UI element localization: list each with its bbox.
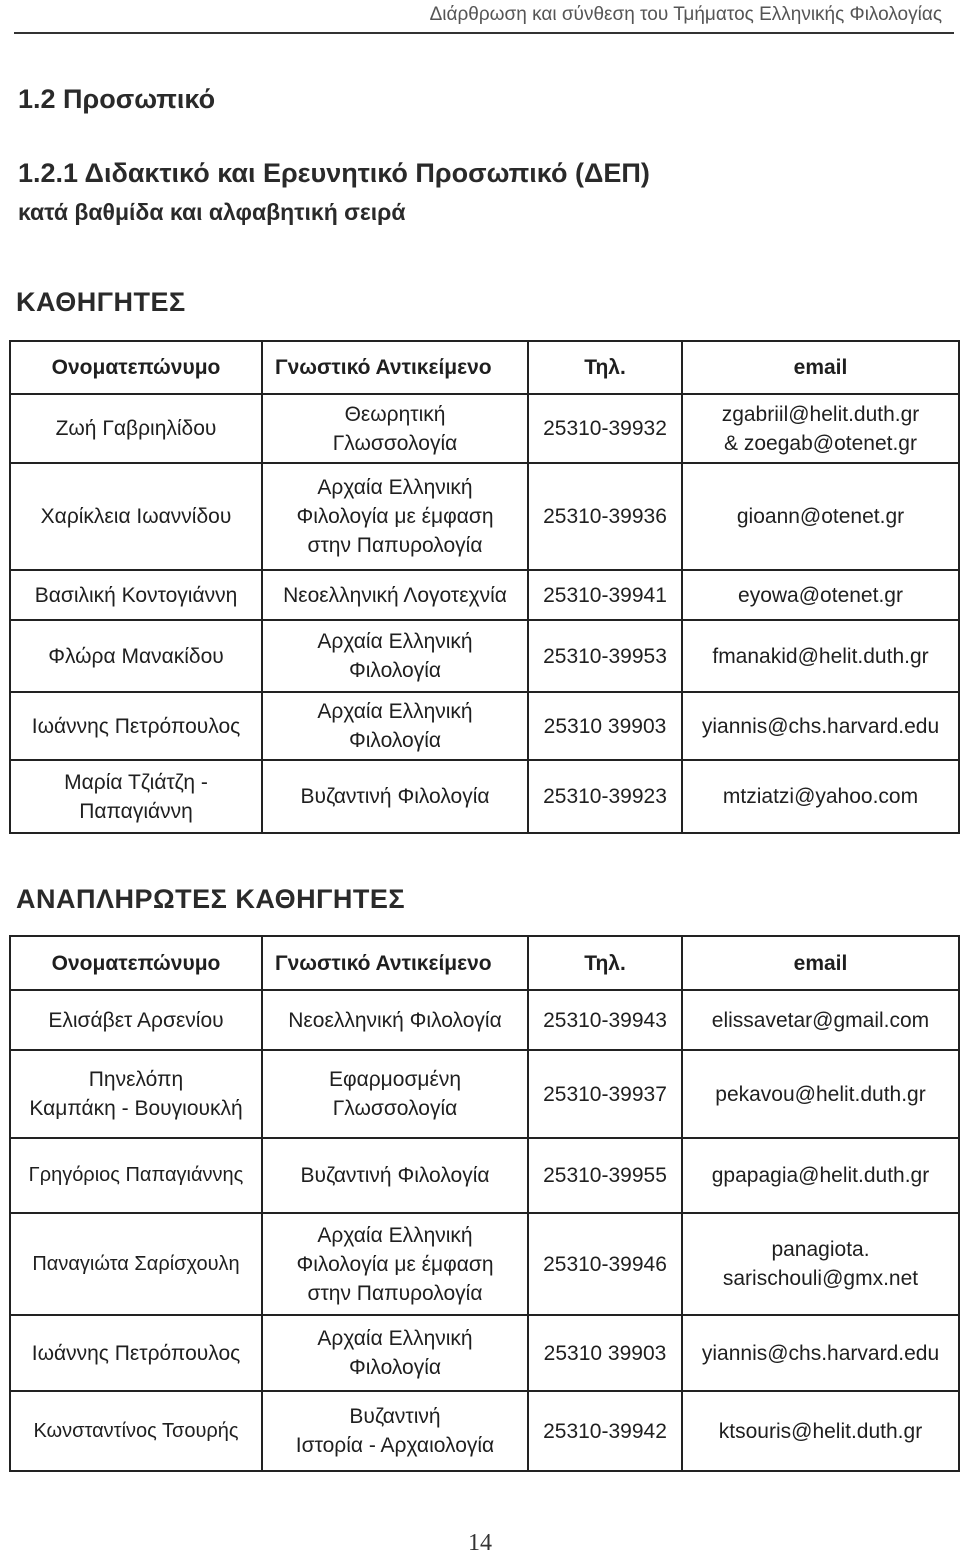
- staff-phone: 25310 39903: [528, 692, 682, 760]
- staff-name: Ελισάβετ Αρσενίου: [10, 990, 262, 1050]
- staff-name: Ιωάννης Πετρόπουλος: [10, 1315, 262, 1391]
- section-title: 1.2 Προσωπικό: [18, 84, 216, 114]
- staff-email: zgabriil@helit.duth.gr & zoegab@otenet.gr: [682, 394, 959, 463]
- staff-name: Κωνσταντίνος Τσουρής: [10, 1391, 262, 1471]
- staff-subject: Θεωρητική Γλωσσολογία: [262, 394, 528, 463]
- staff-email: fmanakid@helit.duth.gr: [682, 620, 959, 692]
- staff-name: Πηνελόπη Καμπάκη - Βουγιουκλή: [10, 1050, 262, 1138]
- staff-name: Ζωή Γαβριηλίδου: [10, 394, 262, 463]
- staff-subject: Νεοελληνική Φιλολογία: [262, 990, 528, 1050]
- table-header-row: [10, 936, 959, 990]
- subsection-title: 1.2.1 Διδακτικό και Ερευνητικό Προσωπικό (ΔΕΠ): [18, 158, 650, 188]
- staff-phone: 25310-39937: [528, 1050, 682, 1138]
- staff-phone: 25310-39955: [528, 1138, 682, 1213]
- staff-phone: 25310-39953: [528, 620, 682, 692]
- table-row: [10, 990, 959, 1050]
- staff-name: Βασιλική Κοντογιάννη: [10, 570, 262, 620]
- col-header-email: email: [682, 341, 959, 394]
- staff-subject: Αρχαία Ελληνική Φιλολογία: [262, 1315, 528, 1391]
- staff-email: pekavou@helit.duth.gr: [682, 1050, 959, 1138]
- table-row: [10, 394, 959, 463]
- professors-table: [9, 340, 960, 834]
- staff-phone: 25310-39936: [528, 463, 682, 570]
- staff-phone: 25310-39932: [528, 394, 682, 463]
- staff-name: Ιωάννης Πετρόπουλος: [10, 692, 262, 760]
- staff-name: Φλώρα Μανακίδου: [10, 620, 262, 692]
- page-number: 14: [468, 1530, 492, 1556]
- associate-professors-table: [9, 935, 960, 1472]
- staff-subject: Βυζαντινή Φιλολογία: [262, 760, 528, 833]
- staff-phone: 25310-39946: [528, 1213, 682, 1315]
- col-header-name: Ονοματεπώνυμο: [10, 341, 262, 394]
- table-row: [10, 1391, 959, 1471]
- staff-email: elissavetar@gmail.com: [682, 990, 959, 1050]
- table-row: [10, 620, 959, 692]
- staff-subject: Αρχαία Ελληνική Φιλολογία με έμφαση στην Παπυρολογία: [262, 463, 528, 570]
- staff-subject: Βυζαντινή Φιλολογία: [262, 1138, 528, 1213]
- subsection-subtitle: κατά βαθμίδα και αλφαβητική σειρά: [18, 199, 406, 225]
- staff-subject: Αρχαία Ελληνική Φιλολογία: [262, 692, 528, 760]
- staff-name: Γρηγόριος Παπαγιάννης: [10, 1138, 262, 1213]
- staff-email: yiannis@chs.harvard.edu: [682, 692, 959, 760]
- staff-phone: 25310-39943: [528, 990, 682, 1050]
- staff-phone: 25310-39923: [528, 760, 682, 833]
- table-row: [10, 1315, 959, 1391]
- col-header-subject: Γνωστικό Αντικείμενο: [262, 341, 528, 394]
- table-row: [10, 692, 959, 760]
- staff-name: Παναγιώτα Σαρίσχουλη: [10, 1213, 262, 1315]
- staff-email: mtziatzi@yahoo.com: [682, 760, 959, 833]
- staff-name: Χαρίκλεια Ιωαννίδου: [10, 463, 262, 570]
- staff-name: Μαρία Τζιάτζη - Παπαγιάννη: [10, 760, 262, 833]
- staff-phone: 25310-39941: [528, 570, 682, 620]
- staff-email: gioann@otenet.gr: [682, 463, 959, 570]
- staff-email: ktsouris@helit.duth.gr: [682, 1391, 959, 1471]
- col-header-phone: Τηλ.: [528, 936, 682, 990]
- table-row: [10, 760, 959, 833]
- staff-email: eyowa@otenet.gr: [682, 570, 959, 620]
- table-row: [10, 1050, 959, 1138]
- col-header-subject: Γνωστικό Αντικείμενο: [262, 936, 528, 990]
- staff-email: gpapagia@helit.duth.gr: [682, 1138, 959, 1213]
- staff-email: yiannis@chs.harvard.edu: [682, 1315, 959, 1391]
- table-row: [10, 570, 959, 620]
- col-header-name: Ονοματεπώνυμο: [10, 936, 262, 990]
- staff-subject: Αρχαία Ελληνική Φιλολογία: [262, 620, 528, 692]
- col-header-phone: Τηλ.: [528, 341, 682, 394]
- staff-phone: 25310 39903: [528, 1315, 682, 1391]
- table-header-row: [10, 341, 959, 394]
- staff-phone: 25310-39942: [528, 1391, 682, 1471]
- col-header-email: email: [682, 936, 959, 990]
- staff-subject: Αρχαία Ελληνική Φιλολογία με έμφαση στην Παπυρολογία: [262, 1213, 528, 1315]
- staff-subject: Βυζαντινή Ιστορία - Αρχαιολογία: [262, 1391, 528, 1471]
- table-row: [10, 1138, 959, 1213]
- table-row: [10, 1213, 959, 1315]
- staff-email: panagiota. sarischouli@gmx.net: [682, 1213, 959, 1315]
- professors-title: ΚΑΘΗΓΗΤΕΣ: [16, 287, 186, 317]
- running-header: Διάρθρωση και σύνθεση του Τμήματος Ελληνικής Φιλολογίας: [429, 4, 942, 25]
- staff-subject: Εφαρμοσμένη Γλωσσολογία: [262, 1050, 528, 1138]
- associate-professors-title: ΑΝΑΠΛΗΡΩΤΕΣ ΚΑΘΗΓΗΤΕΣ: [16, 884, 406, 914]
- table-row: [10, 463, 959, 570]
- header-divider: [14, 32, 954, 34]
- staff-subject: Νεοελληνική Λογοτεχνία: [262, 570, 528, 620]
